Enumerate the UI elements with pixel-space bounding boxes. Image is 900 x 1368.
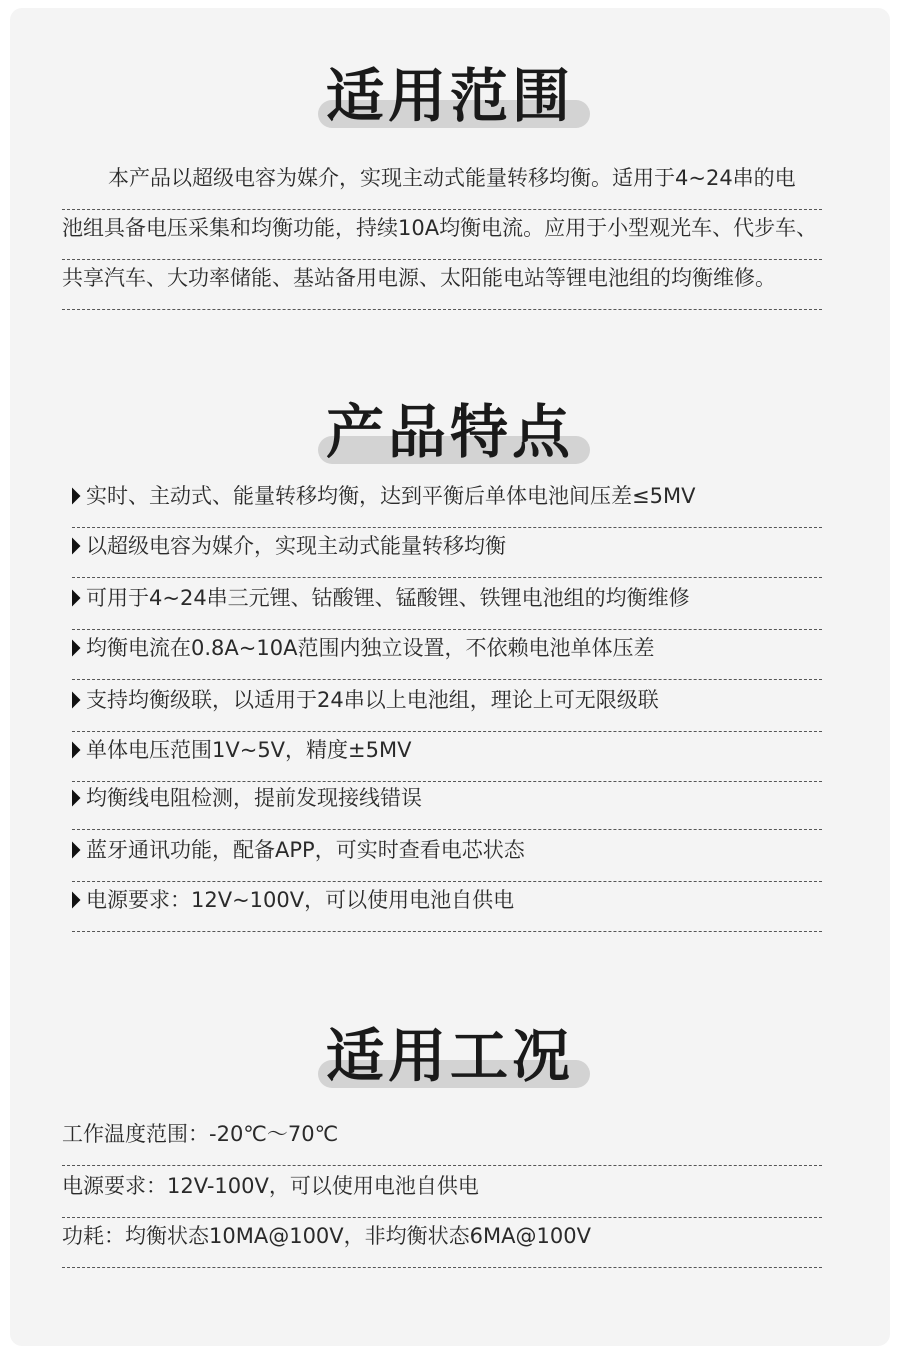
diamond-bullet-icon: [72, 538, 80, 555]
feature-item: 支持均衡级联，以适用于24串以上电池组，理论上可无限级联: [72, 682, 822, 732]
conditions-heading: [0, 1020, 900, 1100]
diamond-bullet-icon: [72, 590, 80, 607]
diamond-bullet-icon: [72, 790, 80, 807]
conditions-title: 适用工况: [325, 1022, 574, 1090]
diamond-bullet-icon: [72, 640, 80, 657]
feature-item: 蓝牙通讯功能，配备APP，可实时查看电芯状态: [72, 832, 822, 882]
feature-item: 均衡线电阻检测，提前发现接线错误: [72, 780, 822, 830]
diamond-bullet-icon: [72, 488, 80, 505]
condition-item: 电源要求：12V-100V，可以使用电池自供电: [62, 1168, 822, 1218]
feature-item: 以超级电容为媒介，实现主动式能量转移均衡: [72, 528, 822, 578]
condition-item: 功耗：均衡状态10MA@100V，非均衡状态6MA@100V: [62, 1218, 822, 1268]
feature-item: 实时、主动式、能量转移均衡，达到平衡后单体电池间压差≤5MV: [72, 478, 822, 528]
feature-item: 可用于4~24串三元锂、钴酸锂、锰酸锂、铁锂电池组的均衡维修: [72, 580, 822, 630]
diamond-bullet-icon: [72, 842, 80, 859]
features-title: 产品特点: [325, 398, 574, 466]
scope-paragraph-line-2: 池组具备电压采集和均衡功能，持续10A均衡电流。应用于小型观光车、代步车、: [62, 210, 822, 260]
scope-title: 适用范围: [325, 62, 574, 130]
features-heading: [0, 396, 900, 476]
scope-paragraph-line-3: 共享汽车、大功率储能、基站备用电源、太阳能电站等锂电池组的均衡维修。: [62, 260, 822, 310]
condition-item: 工作温度范围：-20℃～70℃: [62, 1116, 822, 1166]
scope-paragraph-line-1: 本产品以超级电容为媒介，实现主动式能量转移均衡。适用于4~24串的电: [62, 160, 822, 210]
feature-item: 电源要求：12V~100V，可以使用电池自供电: [72, 882, 822, 932]
feature-item: 均衡电流在0.8A~10A范围内独立设置，不依赖电池单体压差: [72, 630, 822, 680]
feature-item: 单体电压范围1V~5V，精度±5MV: [72, 732, 822, 782]
diamond-bullet-icon: [72, 892, 80, 909]
diamond-bullet-icon: [72, 692, 80, 709]
scope-heading: [0, 60, 900, 140]
diamond-bullet-icon: [72, 742, 80, 759]
